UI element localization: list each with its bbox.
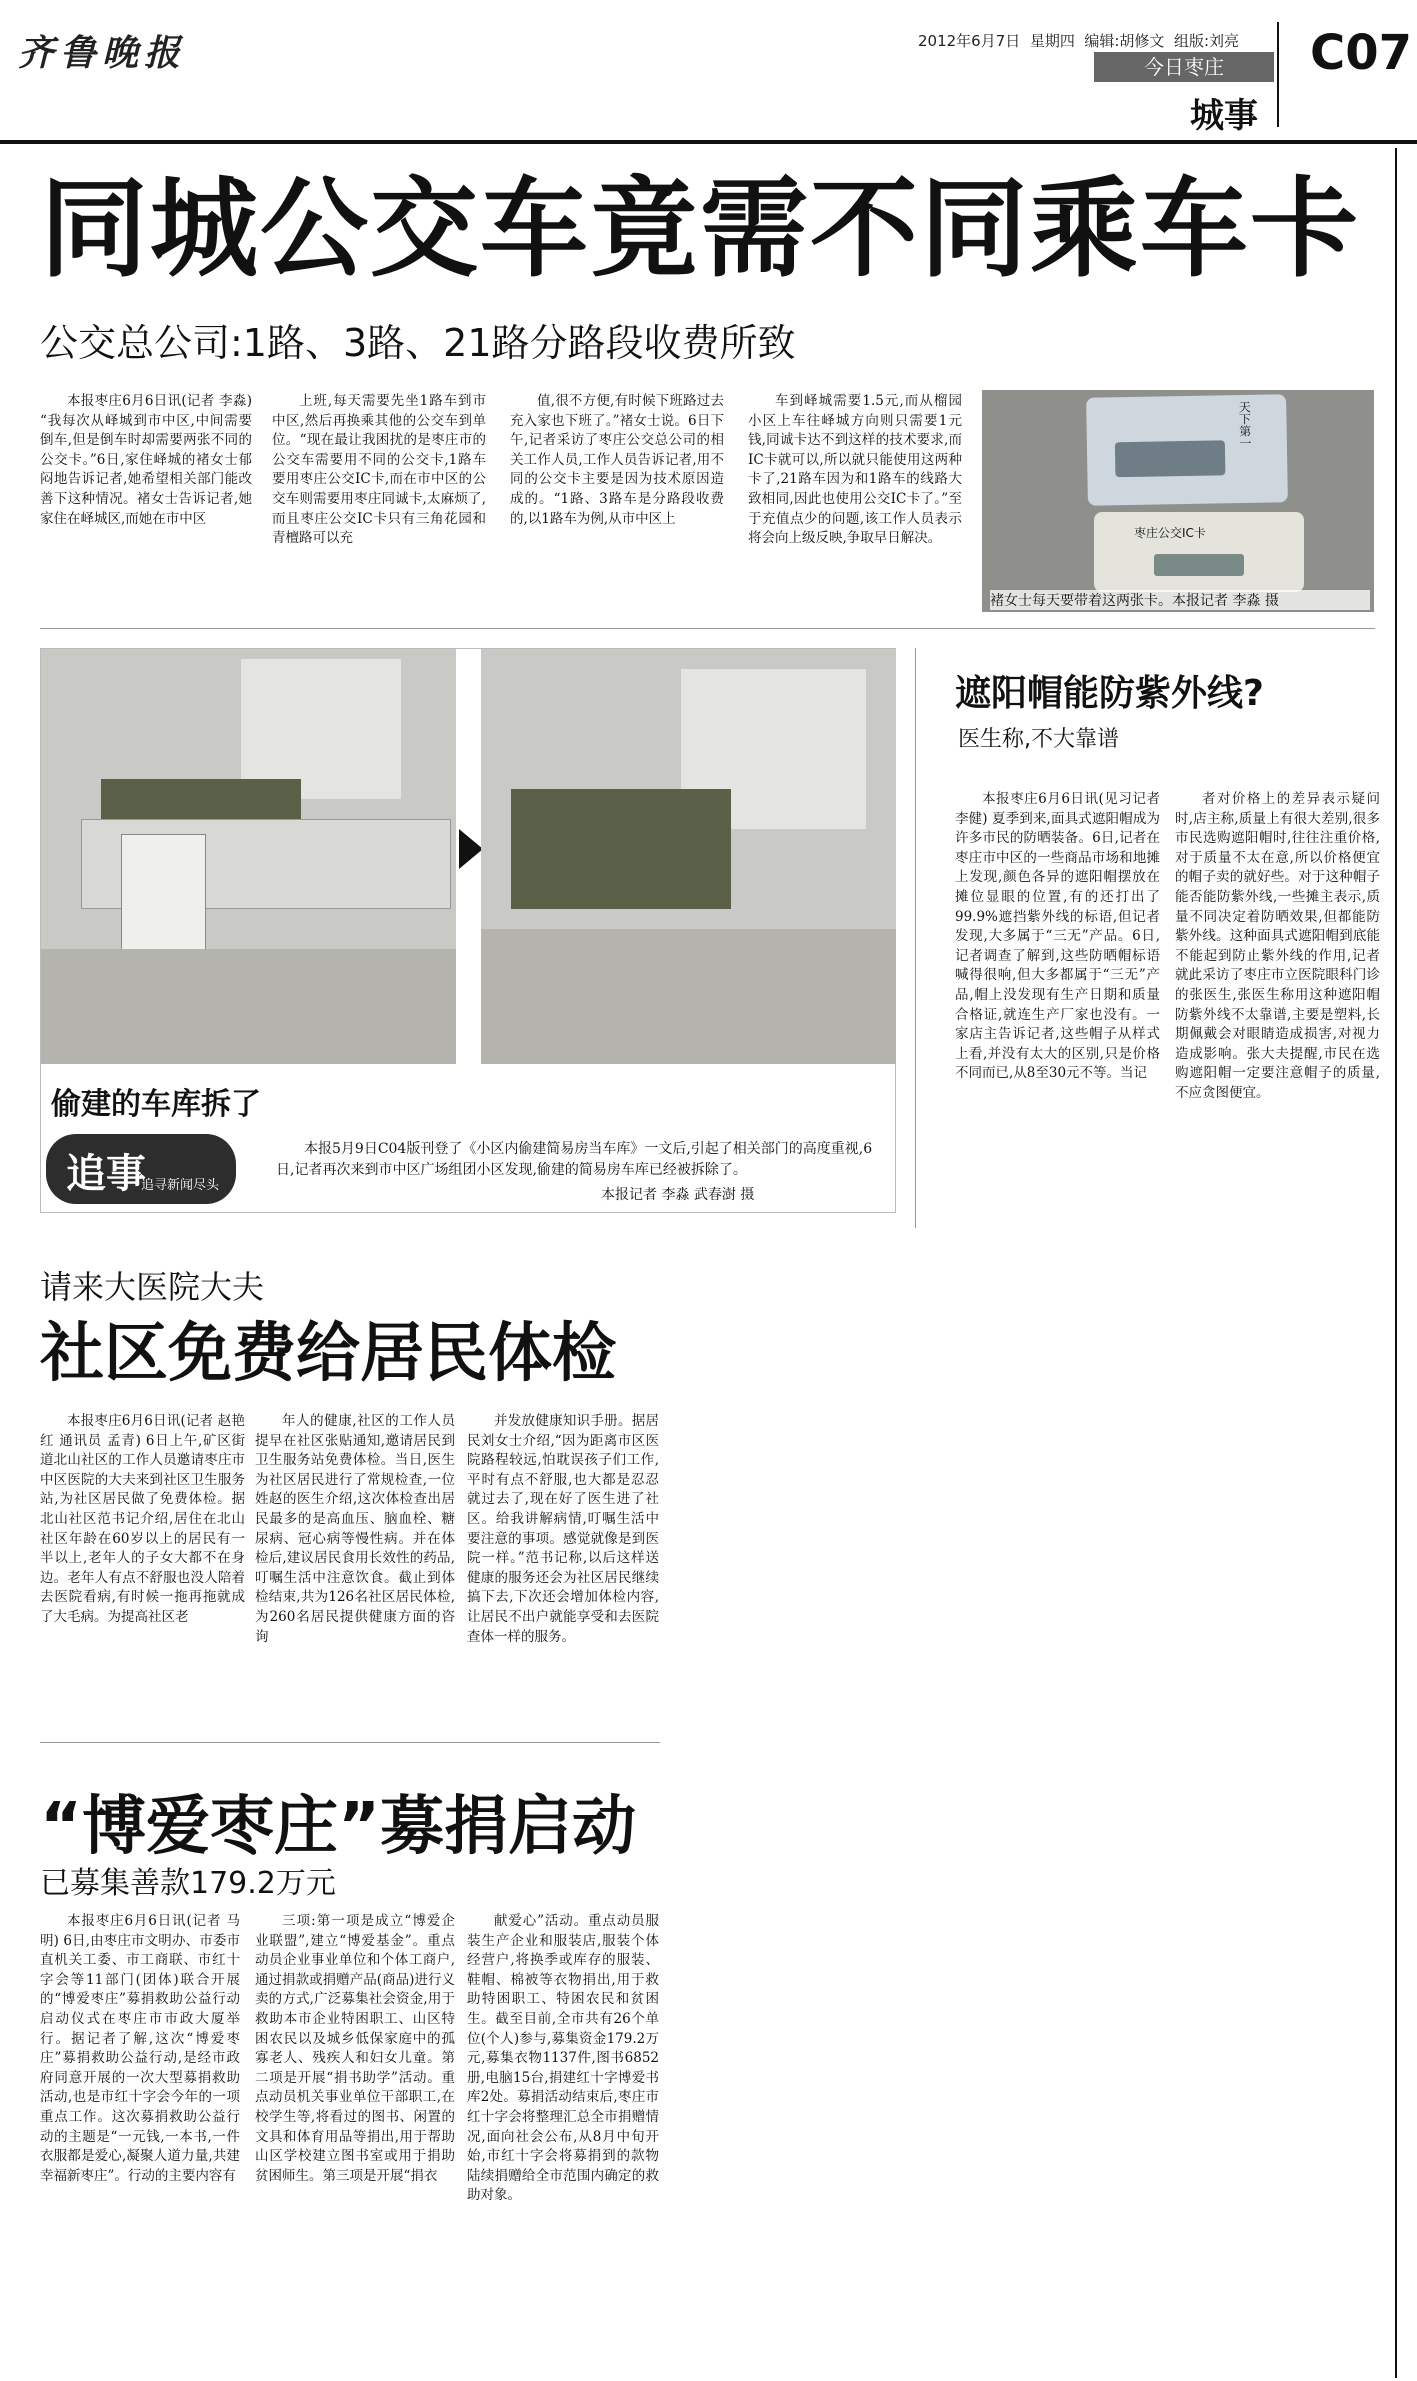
sunhat-title: 遮阳帽能防紫外线? <box>955 673 1264 714</box>
section-rule <box>40 628 1375 629</box>
column-logo-sub: 追寻新闻尽头 <box>141 1178 220 1193</box>
ground <box>41 949 456 1064</box>
checkup-column-1: 本报枣庄6月6日讯(记者 赵艳红 通讯员 孟青) 6日上午,矿区街道北山社区的工作人员邀请枣庄市中区医院的大夫来到社区卫生服务站,为社区居民做了免费体检。据北山社区范书记介绍,居住在北山社区年龄在60岁以上的居民有一半以上,老年人的子女大都不在身边。老年人有点不舒服也没人陪着去医院看病,有时候一拖再拖就成了大毛病。为提高社区老 <box>40 1413 245 1625</box>
garage-caption: 本报5月9日C04版刊登了《小区内偷建简易房当车库》一文后,引起了相关部门的高度重视,6日,记者再次来到市中区广场组团小区发现,偷建的简易房车库已经被拆除了。 <box>276 1141 873 1178</box>
card-image <box>1115 440 1226 477</box>
building <box>241 659 401 799</box>
column-divider <box>915 648 916 1228</box>
transit-card-bottom <box>1094 512 1304 592</box>
issue-editor: 编辑:胡修文 <box>1084 32 1165 50</box>
section-rule-2 <box>40 1742 660 1743</box>
issue-date: 2012年6月7日 <box>918 32 1021 50</box>
issue-weekday: 星期四 <box>1029 32 1075 50</box>
checkup-column-2: 年人的健康,社区的工作人员提早在社区张贴通知,邀请居民到卫生服务站免费体检。当日,医生为社区居民进行了常规检查,一位姓赵的医生介绍,这次体检查出居民最多的是高血压、脑血栓、糖尿病、冠心病等慢性病。并在体检后,建议居民食用长效性的药品,叮嘱生活中注意饮食。截止到体检结束,共为126名社区居民体检,为260名居民提供健康方面的咨询 <box>255 1413 455 1645</box>
section-name: 城事 <box>1190 96 1258 136</box>
charity-title: “博爱枣庄”募捐启动 <box>40 1790 637 1864</box>
sunhat-subtitle: 医生称,不大靠谱 <box>958 727 1119 752</box>
card-text-bottom: 枣庄公交IC卡 <box>1134 526 1206 540</box>
newspaper-logo: 齐鲁晚报 <box>18 32 187 74</box>
lead-column-1: 本报枣庄6月6日讯(记者 李淼) “我每次从峄城到市中区,中间需要倒车,但是倒车时却需要两张不同的公交卡。”6日,家住峄城的褚女士郁闷地告诉记者,她希望相关部门能改善下这种情况。褚女士告诉记者,她家住在峄城区,而她在市中区 <box>40 393 252 527</box>
transit-card-top <box>1086 394 1288 505</box>
lead-column-4: 车到峄城需要1.5元,而从榴园小区上车往峄城方向则只需要1元钱,同诚卡达不到这样的技术要求,而IC卡就可以,所以就只能使用这两种卡了,21路车因为和1路车的线路大致相同,因此也使用公交IC卡了。”至于充值点少的问题,该工作人员表示将会向上级反映,争取早日解决。 <box>748 393 962 547</box>
column-logo-text: 追事 <box>66 1150 146 1197</box>
lead-photo-caption: 褚女士每天要带着这两张卡。本报记者 李淼 摄 <box>990 590 1370 610</box>
charity-column-1: 本报枣庄6月6日讯(记者 马明) 6日,由枣庄市文明办、市委市直机关工委、市工商联、市红十字会等11部门(团体)联合开展的“博爱枣庄”募捐救助公益行动启动仪式在枣庄市市政大厦举行。据记者了解,这次“博爱枣庄”募捐救助公益行动,是经市政府同意开展的一次大型募捐救助活动,也是市红十字会今年的一项重点工作。这次募捐救助公益行动的主题是“一元钱,一本书,一件衣服都是爱心,凝聚人道力量,共建幸福新枣庄”。行动的主要内容有 <box>40 1913 240 2184</box>
garage-photo-after <box>481 649 896 1064</box>
card-text-top: 天下第一 <box>1237 400 1252 450</box>
header-rule <box>0 140 1417 144</box>
header-divider <box>1277 22 1279 127</box>
arrow-icon <box>459 829 483 869</box>
lead-photo <box>982 390 1374 612</box>
lead-column-3: 值,很不方便,有时候下班路过去充入家也下班了。”褚女士说。6日下午,记者采访了枣庄公交总公司的相关工作人员,工作人员告诉记者,用不同的公交卡主要是因为技术原因造成的。“1路、3路车是分路段收费的,以1路车为例,从市中区上 <box>510 393 724 527</box>
page-number: C07 <box>1310 25 1413 81</box>
checkup-column-3: 并发放健康知识手册。据居民刘女士介绍,“因为距离市区医院路程较远,怕耽误孩子们工作,平时有点不舒服,也大都是忍忍就过去了,现在好了医生进了社区。给我讲解病情,叮嘱生活中要注意的事项。感觉就像是到医院一样。”范书记称,以后这样送健康的服务还会为社区居民继续搞下去,下次还会增加体检内容,让居民不出户就能享受和去医院查体一样的服务。 <box>467 1413 659 1645</box>
bus-icon <box>1154 554 1244 576</box>
garage-credit: 本报记者 李淼 武春澍 摄 <box>601 1187 755 1203</box>
lead-subhead: 公交总公司:1路、3路、21路分路段收费所致 <box>40 321 796 365</box>
checkup-kicker: 请来大医院大夫 <box>40 1268 265 1306</box>
issue-layout: 组版:刘亮 <box>1173 32 1240 50</box>
garage-title: 偷建的车库拆了 <box>51 1087 261 1122</box>
section-tag: 今日枣庄 <box>1094 52 1274 82</box>
sunhat-column-1: 本报枣庄6月6日讯(见习记者 李健) 夏季到来,面具式遮阳帽成为许多市民的防晒装备。6日,记者在枣庄市中区的一些商品市场和地摊上发现,颜色各异的遮阳帽摆放在摊位显眼的位置,有的还打出了99.9%遮挡紫外线的标语,但记者发现,大多属于“三无”产品。6日,记者调查了解到,这些防晒帽标语喊得很响,但大多都属于“三无”产品,帽上没发现有生产日期和质量合格证,就连生产厂家也没有。一家店主告诉记者,这些帽子从样式上看,并没有太大的区别,只是价格不同而已,从8至30元不等。当记 <box>955 791 1160 1082</box>
ivy-wall <box>511 789 731 909</box>
garage-photo-before <box>41 649 456 1064</box>
issue-meta <box>918 30 1239 51</box>
sunhat-column-2: 者对价格上的差异表示疑问时,店主称,质量上有很大差别,很多市民选购遮阳帽时,往往注重价格,对于质量不太在意,所以价格便宜的帽子卖的就好些。对于这种帽子能否能防紫外线,一些摊主表示,质量不同决定着防晒效果,但都能防紫外线。这种面具式遮阳帽到底能不能起到防止紫外线的作用,记者就此采访了枣庄市立医院眼科门诊的张医生,张医生称用这种遮阳帽防紫外线不太靠谱,主要是塑料,长期佩戴会对眼睛造成损害,对视力造成影响。张大夫提醒,市民在选购遮阳帽一定要注意帽子的质量,不应贪图便宜。 <box>1175 791 1380 1101</box>
checkup-title: 社区免费给居民体检 <box>40 1317 616 1391</box>
garage-feature <box>40 648 896 1213</box>
column-logo <box>46 1134 236 1204</box>
lead-column-2: 上班,每天需要先坐1路车到市中区,然后再换乘其他的公交车到单位。“现在最让我困扰的是枣庄市的公交车需要用不同的公交卡,1路车要用枣庄公交IC卡,而在市中区的公交车则需要用枣庄同诚卡,太麻烦了,而且枣庄公交IC卡只有三角花园和青檀路可以充 <box>272 393 486 547</box>
charity-column-2: 三项:第一项是成立“博爱企业联盟”,建立“博爱基金”。重点动员企业事业单位和个体工商户,通过捐款或捐赠产品(商品)进行义卖的方式,广泛募集社会资金,用于救助本市企业特困职工、山区特困农民以及城乡低保家庭中的孤寡老人、残疾人和妇女儿童。第二项是开展“捐书助学”活动。重点动员机关事业单位干部职工,在校学生等,将看过的图书、闲置的文具和体育用品等捐出,用于帮助山区学校建立图书室或用于捐助贫困师生。第三项是开展“捐衣 <box>255 1913 455 2184</box>
garage-door <box>121 834 206 954</box>
charity-subtitle: 已募集善款179.2万元 <box>40 1866 336 1901</box>
page-border <box>1395 148 1397 2378</box>
charity-column-3: 献爱心”活动。重点动员服装生产企业和服装店,服装个体经营户,将换季或库存的服装、鞋帽、棉被等衣物捐出,用于救助特困职工、特困农民和贫困生。截至目前,全市共有26个单位(个人)参与,募集资金179.2万元,募集衣物1137件,图书6852册,电脑15台,捐建红十字博爱书库2处。募捐活动结束后,枣庄市红十字会将整理汇总全市捐赠情况,面向社会公布,从8月中旬开始,市红十字会将募捐到的款物陆续捐赠给全市范围内确定的救助对象。 <box>467 1913 659 2204</box>
lead-headline: 同城公交车竟需不同乘车卡 <box>40 167 1361 292</box>
ground-after <box>481 929 896 1064</box>
